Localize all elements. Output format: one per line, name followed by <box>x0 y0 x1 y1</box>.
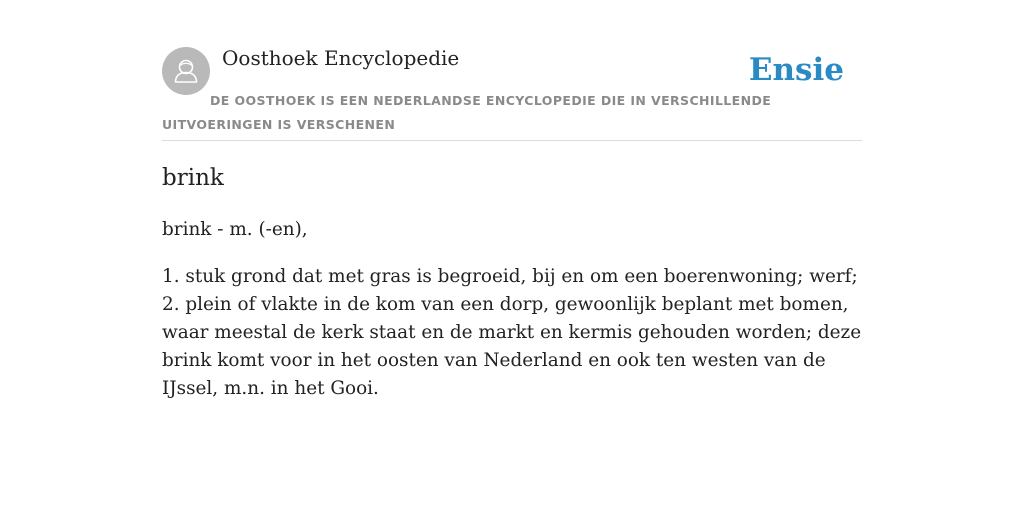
definition-body <box>162 216 862 403</box>
person-outline-icon <box>162 47 210 95</box>
ensie-logo[interactable]: Ensie <box>748 52 844 88</box>
source-header <box>162 46 862 141</box>
user-avatar-icon[interactable] <box>162 47 210 95</box>
page-title: brink <box>162 165 224 191</box>
source-title[interactable]: Oosthoek Encyclopedie <box>222 46 460 70</box>
grammar-line: brink - m. (-en), <box>162 219 308 240</box>
sense-2: 2. plein of vlakte in de kom van een dorp, gewoonlijk beplant met bomen, waar meestal de kerk staat en de markt en kermis gehouden worden; deze brink komt voor in het oosten van Nederland en ook ten westen van de IJssel, m.n. in het Gooi. <box>162 294 862 399</box>
sense-1: 1. stuk grond dat met gras is begroeid, bij en om een boerenwoning; werf; <box>162 266 858 287</box>
source-description: DE OOSTHOEK IS EEN NEDERLANDSE ENCYCLOPEDIE DIE IN VERSCHILLENDE UITVOERINGEN IS VERSCHENEN <box>162 93 772 132</box>
